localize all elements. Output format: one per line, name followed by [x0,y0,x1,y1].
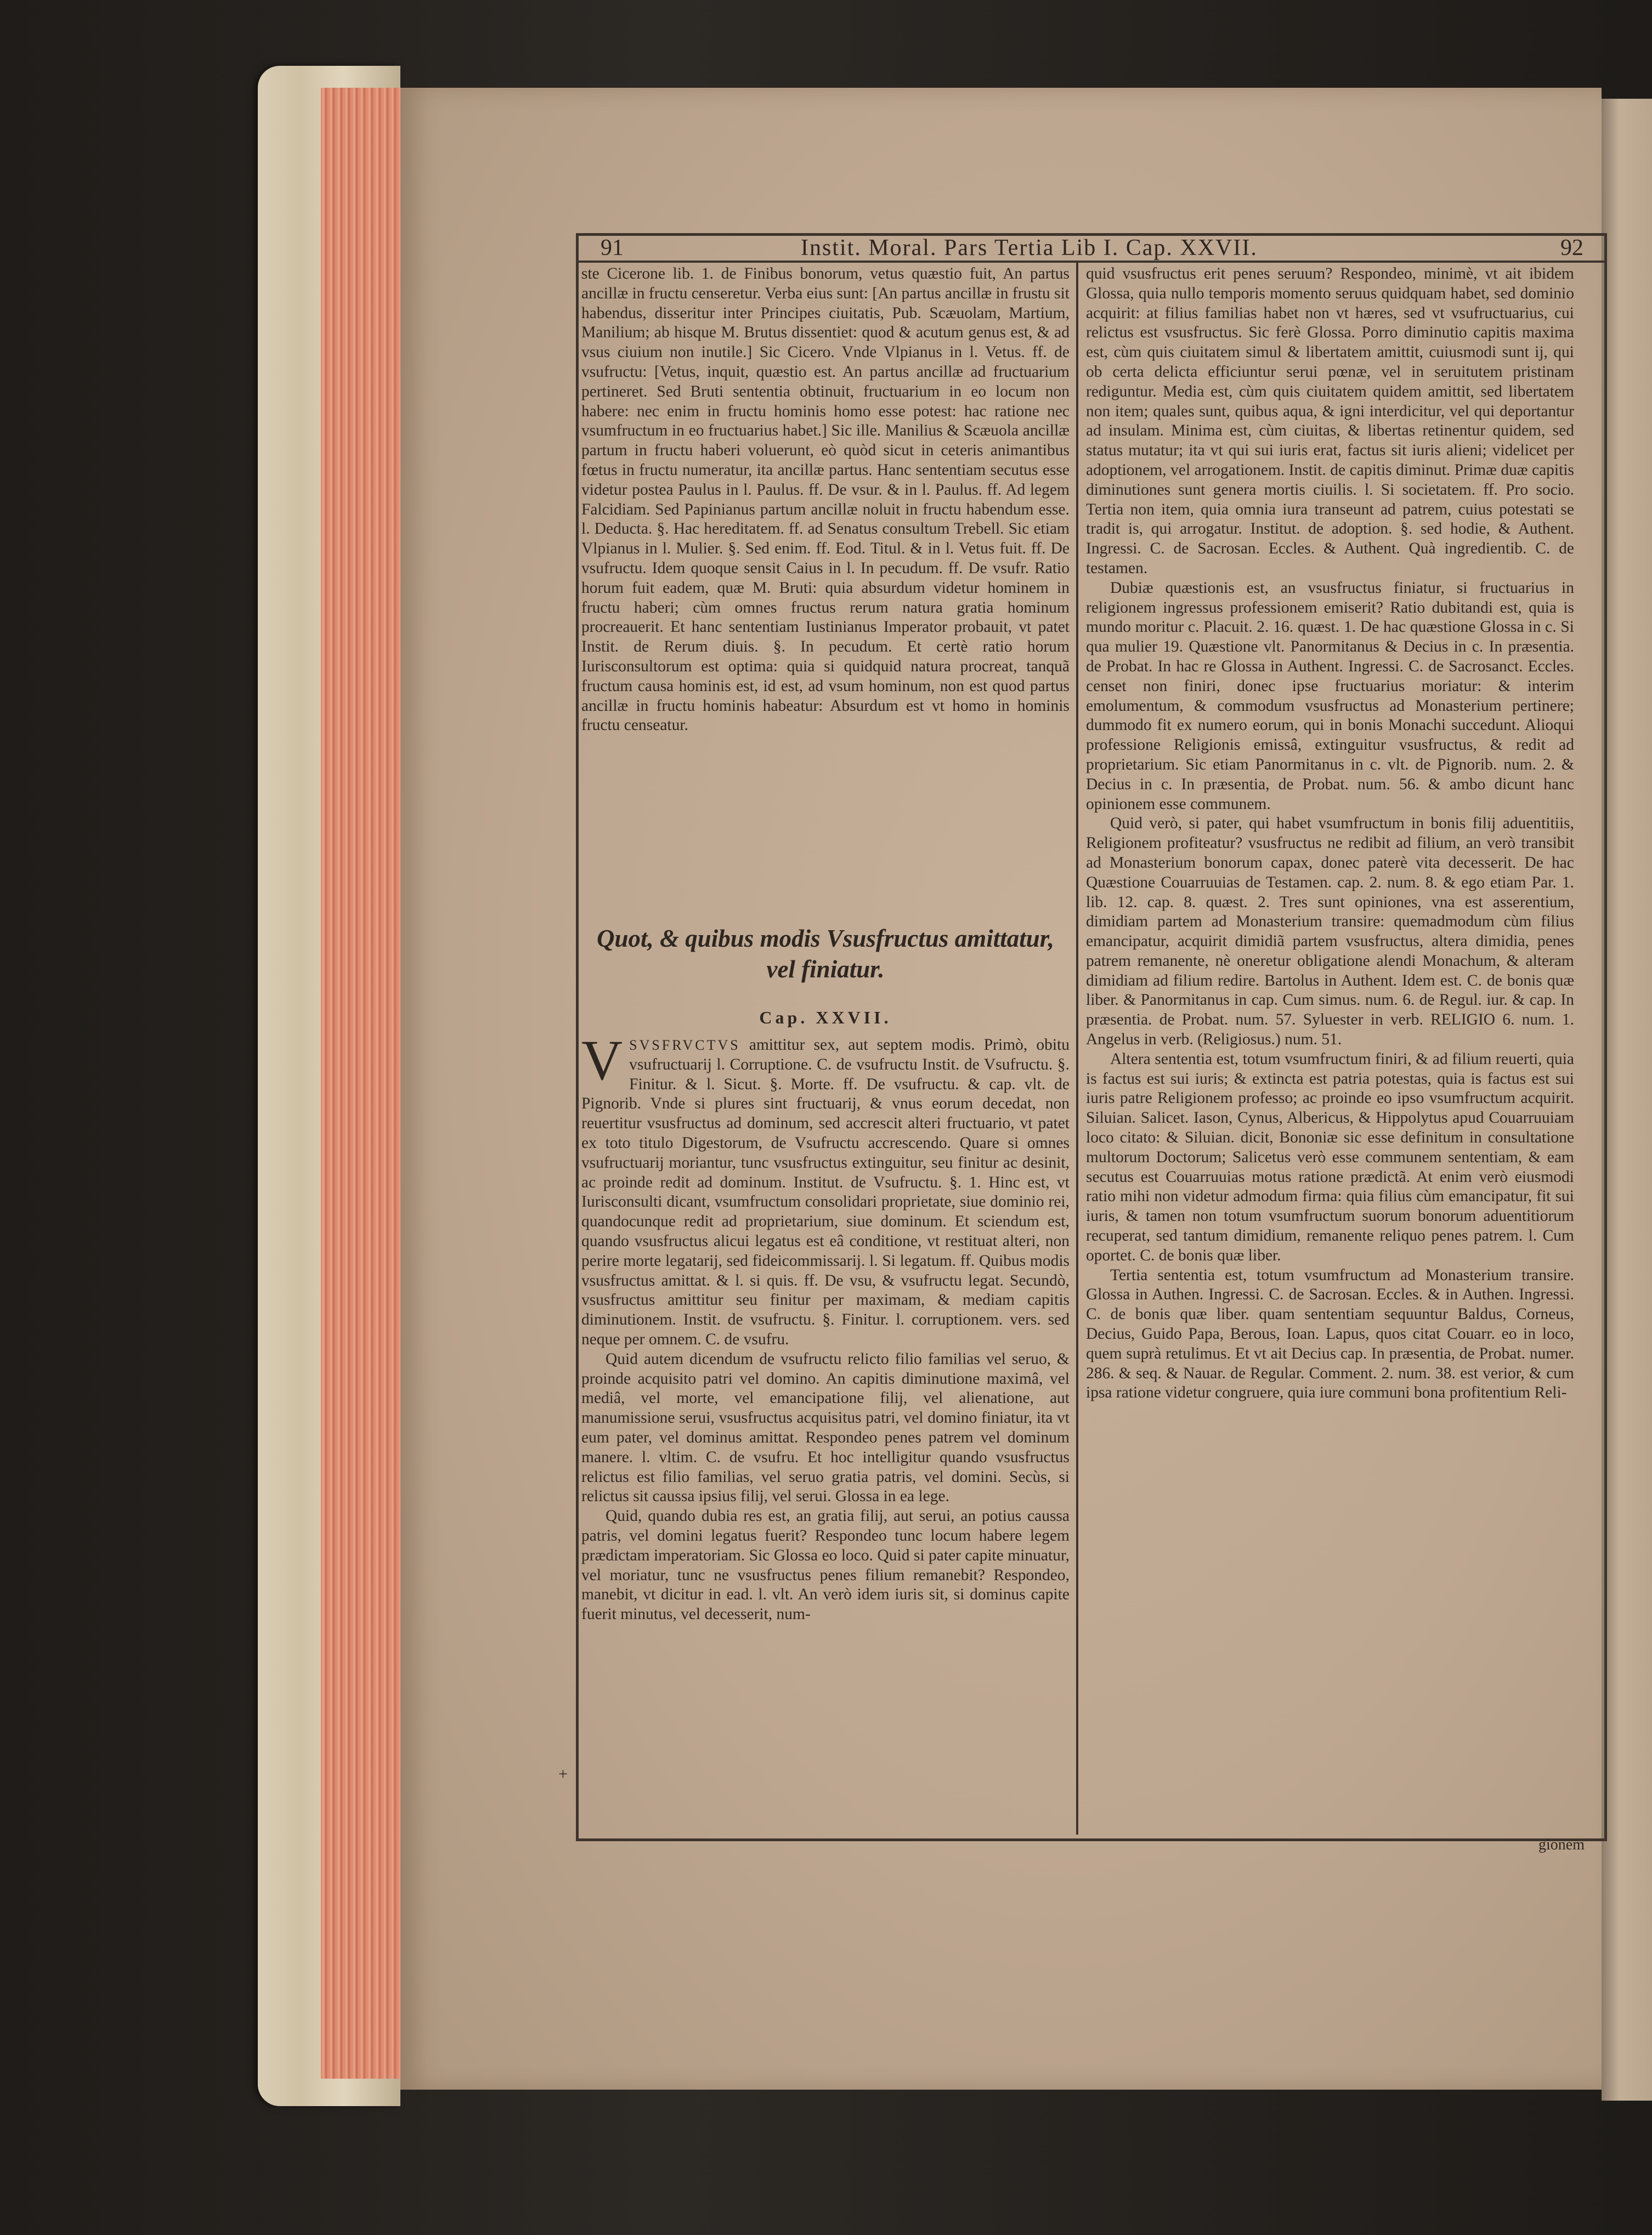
margin-mark: + [558,1765,568,1783]
drop-cap: V [581,1029,623,1092]
paragraph: quid vsusfructus erit penes seruum? Respondeo, minimè, vt ait ibidem Glossa, quia nullo temporis momento seruus quidquam habet, sed dominio acquirit: at filius familias habet non vt hæres, sed vt vsufructuarius, cui relictus est vsusfructus. Sic ferè Glossa. Porro diminutio capitis maxima est, cùm quis ciuitatem simul & libertatem amittit, cuiusmodi sunt ij, qui ob certa delicta efficiuntur serui pœnæ, vel in seruitutem pristinam rediguntur. Media est, cùm quis ciuitatem quidem amittit, sed libertatem non item; quales sunt, quibus aqua, & igni interdicitur, vel qui deportantur ad insulam. Minima est, cùm ciuitas, & libertas retinentur quidem, sed status mutatur; ita vt qui sui iuris erat, factus sit iuris alieni; videlicet per adoptionem, vel arrogationem. Instit. de capitis diminut. Primæ duæ capitis diminutiones sunt genera mortis ciuilis. l. Si societatem. ff. Pro socio. Tertia non item, quia omnia iura transeunt ad patrem, cuius potestati se tradit is, qui arrogatur. Institut. de adoption. §. sed hodie, & Authent. Ingressi. C. de Sacrosan. Eccles. & Authent. Quà ingredientib. C. de testamen. [1086,265,1574,577]
paragraph: Quid verò, si pater, qui habet vsumfructum in bonis filij aduentitiis, Religionem profiteatur? vsusfructus ne redibit ad filium, an verò transibit ad Monasterium bonorum capax, donec paterè vita decesserit. De hac Quæstione Couarruuias de Testamen. cap. 2. num. 8. & ego etiam Par. 1. lib. 12. cap. 8. quæst. 2. Tres sunt opiniones, vna est asserentium, dimidiam partem ad Monasterium transire: quemadmodum cùm filius emancipatur, acquirit dimidiã partem vsusfructus, altera dimidia, penes patrem remanente, nè oneretur obligatione alendi Monachum, & alteram dimidiam ad filium redire. Bartolus in Authent. Idem est. C. de bonis quæ liber. & Panormitanus in cap. Cum simus. num. 6. de Regul. iur. & cap. In præsentia. de Probat. num. 57. Syluester in verb. RELIGIO 6. num. 1. Angelus in verb. (Religiosus.) num. 51. [1086,814,1574,1049]
paragraph: Altera sententia est, totum vsumfructum finiri, & ad filium reuerti, quia is factus est sui iuris; & extincta est patria potestas, quia is factus est sui iuris patre Religionem professo; ac proinde eo ipso vsumfructum acquirit. Siluian. Salicet. Iason, Cynus, Albericus, & Hippolytus apud Couarruuiam loco citato: & Siluian. dicit, Bononiæ sic esse definitum in consultatione multorum Doctorum; Salicetus verò esse communem sententiam, & eam secutus est Couarruuias motus ratione prædictã. At enim verò eiusmodi ratio mihi non videtur admodum firma: quia filius cùm emancipatur, fit sui iuris, & tamen non totum vsumfructum suorum bonorum aduentitiorum recuperat, sed tantum dimidium, remanente reliquo penes patrem. l. Cum oportet. C. de bonis quæ liber. [1086,1050,1574,1264]
running-head: Instit. Moral. Pars Tertia Lib I. Cap. XXVII. [801,235,1258,261]
paragraph-text: amittitur sex, aut septem modis. Primò, obitu vsufructuarij l. Corruptione. C. de vsufructu Instit. de Vsufructu. §. Finitur. & l. Sicut. §. Morte. ff. De vsufructu. & cap. vlt. de Pignorib. Vnde si plures sint fructuarij, & vnus eorum decedat, non reuertitur vsusfructus ad dominum, sed accrescit alteri fructuario, vt patet ex toto titulo Digestorum, de Vsufructu accrescendo. Quare si omnes vsufructuarij moriantur, tunc vsusfructus extinguitur, seu finitur ac desinit, ac proinde redit ad dominum. Institut. de Vsufructu. §. 1. Hinc est, vt Iurisconsulti dicant, vsumfructum consolidari proprietate, siue dominio rei, quandocunque redit ad proprietarium, siue dominum. Et sciendum est, quando vsusfructus alicui legatus est eâ conditione, vt restituat alteri, non perire morte legatarij, sed fideicommissarij. l. Si legatum. ff. Quibus modis vsusfructus amittat. & l. si quis. ff. De vsu, & vsufructu legat. Secundò, vsusfructus amittitur seu finitur per maximam, & mediam capitis diminutionem. Instit. de vsufructu. §. Finitur. l. corruptionem. vers. sed neque per omnem. C. de vsufru. [581,1036,1070,1348]
paragraph: ste Cicerone lib. 1. de Finibus bonorum, vetus quæstio fuit, An partus ancillæ in fructu censeretur. Verba eius sunt: [An partus ancillæ in frustu sit habendus, disseritur inter Principes ciuitatis, Pub. Scæuolam, Martium, Manilium; ab hisque M. Brutus dissentiet: quod & acutum genus est, & ad vsus ciuium non inutile.] Sic Cicero. Vnde Vlpianus in l. Vetus. ff. de vsufructu: [Vetus, inquit, quæstio est. An partus ancillæ ad fructuarium pertineret. Sed Bruti sententia obtinuit, fructuarium in eo locum non habere: nec enim in fructu hominis homo esse potest: hac ratione nec vsumfructum in eo fructuarius habet.] Sic ille. Manilius & Scæuola ancillæ partum in fructu haberi voluerunt, eò quòd sicut in ceteris animantibus fœtus in fructu numeratur, ita ancillæ partus. Hanc sententiam secutus esse videtur postea Paulus in l. Paulus. ff. De vsur. & in l. Paulus. ff. Ad legem Falcidiam. Sed Papinianus partum ancillæ noluit in fructu habendum esse. l. Deducta. §. Hac hereditatem. ff. ad Senatus consultum Trebell. Sic etiam Vlpianus in l. Mulier. §. Sed enim. ff. Eod. Titul. & in l. Vetus fuit. ff. De vsufructu. Idem quoque sensit Caius in l. In pecudum. ff. De vsufr. Ratio horum fuit eadem, quæ M. Bruti: quia absurdum videtur hominem in fructu haberi; cùm omnes fructus rerum natura gratia hominum procreauerit. Et hanc sententiam Iustinianus Imperator probauit, vt patet Instit. de Rerum diuis. §. In pecudum. Et certè ratio horum Iurisconsultorum est optima: quia si quidquid natura procreat, tanquã fructum causa hominis est, id est, ad vsum hominum, non est quod partus ancillæ in fructu hominis habeatur: Absurdum est vt homo in hominis fructu censeatur. [581,265,1070,734]
catchword: gionem [1538,1836,1585,1853]
right-page-number: 92 [1560,235,1583,261]
facing-page-edge [1602,99,1652,2101]
column-rule [1076,261,1078,1835]
paragraph: Tertia sententia est, totum vsumfructum ad Monasterium transire. Glossa in Authen. Ingressi. C. de Sacrosan. Eccles. & in Authen. Ingressi. C. de bonis quæ liber. quam sententiam sequuntur Baldus, Corneus, Decius, Guido Papa, Berous, Ioan. Lapus, quos citat Couarr. eo in loco, quem suprà retulimus. Et vt ait Decius cap. In præsentia, de Probat. numer. 286. & seq. & Nauar. de Regular. Comment. 2. num. 38. est verior, & cum ipsa ratione videtur congruere, quia iure communi bona profitentium Reli- [1086,1266,1574,1402]
chapter-label: Cap. XXVII. [759,1008,892,1027]
chapter-heading: Quot, & quibus modis Vsusfructus amittatur, vel finiatur. [596,925,1055,983]
left-column-top [581,264,1070,906]
left-column-bottom [581,1029,1070,1834]
left-page-number: 91 [601,235,624,261]
right-column [1086,264,1574,1834]
paragraph: Quid autem dicendum de vsufructu relicto filio familias vel seruo, & proinde acquisito patri vel domino. An capitis diminutione maximâ, vel mediâ, vel morte, vel emancipatione filij, vel alienatione, aut manumissione serui, vsusfructus acquisitus patri, vel domino finiatur, ita vt eum pater, vel dominus amittat. Respondeo penes patrem vel dominum manere. l. vltim. C. de vsufru. Et hoc intelligitur quando vsusfructus relictus est filio familias, vel seruo gratia patris, vel domini. Secùs, si relictus sit caussa ipsius filij, vel serui. Glossa in ea lege. [581,1350,1070,1506]
paragraph: Dubiæ quæstionis est, an vsusfructus finiatur, si fructuarius in religionem ingressus professionem emiserit? Ratio dubitandi est, quia is mundo moritur c. Placuit. 2. 16. quæst. 1. De hac quæstione Glossa in c. Si qua mulier 19. Quæstione vlt. Panormitanus & Decius in c. In præsentia. de Probat. In hac re Glossa in Authent. Ingressi. C. de Sacrosanct. Eccles. censet non finiri, donec ipse fructuarius moriatur: & interim emolumentum, & commodum vsusfructus ad Monasterium pertinere; dummodo fit ex numero eorum, qui in bonis Monachi succedunt. Alioqui professione Religionis emissâ, extinguitur vsusfructus, & redit ad proprietarium. Sic etiam Panormitanus in c. vlt. de Pignorib. num. 2. & Decius in c. In præsentia, de Probat. num. 56. & ambo dicunt hanc opinionem esse communem. [1086,579,1574,813]
page-edges [321,88,409,2079]
opening-word: SVSFRVCTVS [629,1037,740,1053]
opening-paragraph [581,1029,1070,1350]
paragraph: Quid, quando dubia res est, an gratia filij, aut serui, an potius caussa patris, vel domini legatus fuerit? Respondeo tunc locum habere legem prædictam imperatoriam. Sic Glossa eo loco. Quid si pater capite minuatur, vel moriatur, tunc ne vsusfructus penes filium remanebit? Respondeo, manebit, vt dicitur in ead. l. vlt. An verò idem iuris sit, si dominus capite fuerit minutus, vel decesserit, num- [581,1507,1070,1623]
